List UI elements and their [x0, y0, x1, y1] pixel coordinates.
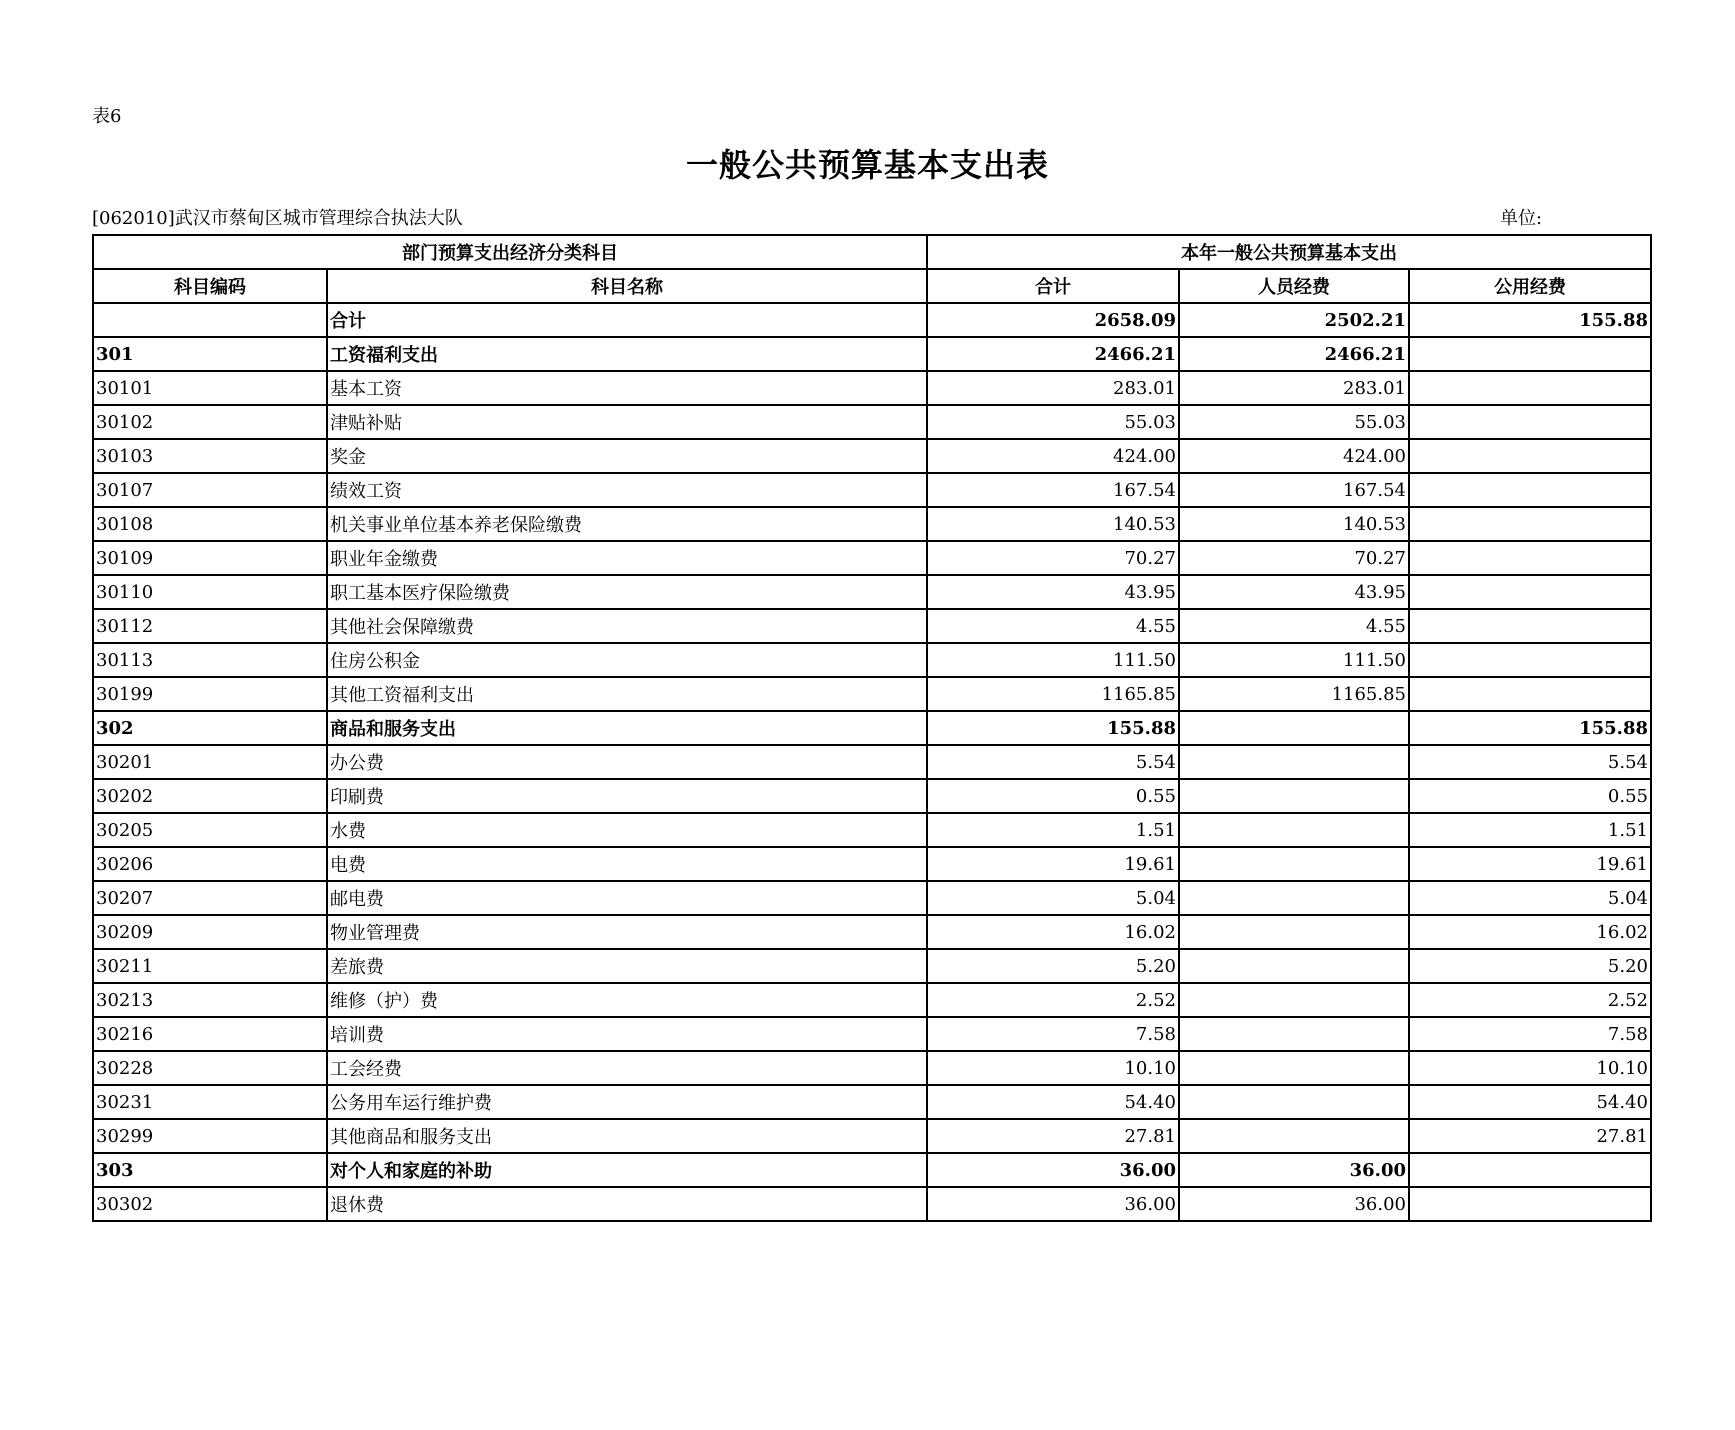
cell-name: 其他工资福利支出 — [327, 677, 927, 711]
cell-public — [1409, 473, 1651, 507]
column-header-public: 公用经费 — [1409, 269, 1651, 303]
table-row — [93, 439, 1651, 473]
table-row — [93, 915, 1651, 949]
cell-personnel: 55.03 — [1179, 405, 1409, 439]
table-row — [93, 881, 1651, 915]
cell-total: 140.53 — [927, 507, 1179, 541]
cell-code: 30108 — [93, 507, 327, 541]
table-row — [93, 609, 1651, 643]
cell-personnel: 2466.21 — [1179, 337, 1409, 371]
cell-name: 工资福利支出 — [327, 337, 927, 371]
table-row — [93, 745, 1651, 779]
cell-public: 19.61 — [1409, 847, 1651, 881]
cell-total: 7.58 — [927, 1017, 1179, 1051]
cell-total: 5.20 — [927, 949, 1179, 983]
cell-total: 2.52 — [927, 983, 1179, 1017]
cell-total: 2466.21 — [927, 337, 1179, 371]
cell-public — [1409, 371, 1651, 405]
cell-code — [93, 303, 327, 337]
cell-total: 5.04 — [927, 881, 1179, 915]
table-row — [93, 337, 1651, 371]
cell-total: 5.54 — [927, 745, 1179, 779]
cell-personnel — [1179, 1119, 1409, 1153]
table-row — [93, 473, 1651, 507]
cell-code: 30216 — [93, 1017, 327, 1051]
cell-personnel — [1179, 983, 1409, 1017]
cell-public: 155.88 — [1409, 303, 1651, 337]
cell-personnel: 70.27 — [1179, 541, 1409, 575]
cell-personnel: 1165.85 — [1179, 677, 1409, 711]
table-row — [93, 949, 1651, 983]
cell-name: 维修（护）费 — [327, 983, 927, 1017]
cell-total: 70.27 — [927, 541, 1179, 575]
cell-personnel: 4.55 — [1179, 609, 1409, 643]
cell-total: 16.02 — [927, 915, 1179, 949]
cell-personnel — [1179, 881, 1409, 915]
cell-public — [1409, 541, 1651, 575]
cell-code: 30299 — [93, 1119, 327, 1153]
cell-code: 30110 — [93, 575, 327, 609]
table-row — [93, 575, 1651, 609]
table-row — [93, 1051, 1651, 1085]
cell-public: 27.81 — [1409, 1119, 1651, 1153]
cell-public: 10.10 — [1409, 1051, 1651, 1085]
cell-total: 54.40 — [927, 1085, 1179, 1119]
cell-code: 30101 — [93, 371, 327, 405]
cell-code: 30109 — [93, 541, 327, 575]
cell-personnel — [1179, 915, 1409, 949]
cell-public: 1.51 — [1409, 813, 1651, 847]
cell-public — [1409, 405, 1651, 439]
cell-code: 30209 — [93, 915, 327, 949]
cell-name: 印刷费 — [327, 779, 927, 813]
cell-name: 基本工资 — [327, 371, 927, 405]
cell-personnel — [1179, 745, 1409, 779]
cell-name: 办公费 — [327, 745, 927, 779]
cell-total: 111.50 — [927, 643, 1179, 677]
cell-public: 0.55 — [1409, 779, 1651, 813]
cell-code: 30228 — [93, 1051, 327, 1085]
cell-total: 4.55 — [927, 609, 1179, 643]
cell-name: 物业管理费 — [327, 915, 927, 949]
cell-public: 2.52 — [1409, 983, 1651, 1017]
cell-name: 培训费 — [327, 1017, 927, 1051]
cell-personnel — [1179, 813, 1409, 847]
table-row — [93, 847, 1651, 881]
table-row — [93, 303, 1651, 337]
cell-personnel — [1179, 847, 1409, 881]
cell-total: 0.55 — [927, 779, 1179, 813]
cell-public: 7.58 — [1409, 1017, 1651, 1051]
cell-code: 30102 — [93, 405, 327, 439]
cell-total: 283.01 — [927, 371, 1179, 405]
cell-total: 19.61 — [927, 847, 1179, 881]
cell-code: 30205 — [93, 813, 327, 847]
unit-label: 单位: — [1500, 208, 1543, 229]
cell-code: 30302 — [93, 1187, 327, 1221]
cell-public — [1409, 1187, 1651, 1221]
table-row — [93, 677, 1651, 711]
table-row — [93, 405, 1651, 439]
table-row — [93, 983, 1651, 1017]
cell-personnel — [1179, 1051, 1409, 1085]
cell-name: 奖金 — [327, 439, 927, 473]
cell-public: 5.54 — [1409, 745, 1651, 779]
cell-code: 302 — [93, 711, 327, 745]
column-header-code: 科目编码 — [93, 269, 327, 303]
cell-personnel: 111.50 — [1179, 643, 1409, 677]
cell-total: 2658.09 — [927, 303, 1179, 337]
cell-public: 54.40 — [1409, 1085, 1651, 1119]
cell-name: 机关事业单位基本养老保险缴费 — [327, 507, 927, 541]
cell-code: 30213 — [93, 983, 327, 1017]
cell-name: 退休费 — [327, 1187, 927, 1221]
cell-total: 1.51 — [927, 813, 1179, 847]
cell-total: 55.03 — [927, 405, 1179, 439]
cell-personnel: 167.54 — [1179, 473, 1409, 507]
cell-public: 155.88 — [1409, 711, 1651, 745]
cell-personnel — [1179, 1085, 1409, 1119]
table-body — [93, 303, 1651, 1221]
cell-total: 167.54 — [927, 473, 1179, 507]
cell-name: 津贴补贴 — [327, 405, 927, 439]
cell-public — [1409, 439, 1651, 473]
cell-personnel: 283.01 — [1179, 371, 1409, 405]
cell-code: 30112 — [93, 609, 327, 643]
cell-personnel: 36.00 — [1179, 1153, 1409, 1187]
cell-public — [1409, 643, 1651, 677]
cell-personnel: 140.53 — [1179, 507, 1409, 541]
cell-total: 27.81 — [927, 1119, 1179, 1153]
cell-personnel: 36.00 — [1179, 1187, 1409, 1221]
table-row — [93, 779, 1651, 813]
table-row — [93, 813, 1651, 847]
cell-name: 邮电费 — [327, 881, 927, 915]
cell-total: 43.95 — [927, 575, 1179, 609]
table-number: 表6 — [92, 106, 122, 127]
cell-code: 30202 — [93, 779, 327, 813]
group-header-left: 部门预算支出经济分类科目 — [93, 235, 927, 269]
cell-total: 10.10 — [927, 1051, 1179, 1085]
cell-code: 301 — [93, 337, 327, 371]
table-row — [93, 711, 1651, 745]
table-row — [93, 1017, 1651, 1051]
cell-total: 36.00 — [927, 1153, 1179, 1187]
organization-label: [062010]武汉市蔡甸区城市管理综合执法大队 — [92, 208, 463, 229]
cell-code: 30211 — [93, 949, 327, 983]
cell-code: 30231 — [93, 1085, 327, 1119]
cell-public: 5.20 — [1409, 949, 1651, 983]
table-row — [93, 1119, 1651, 1153]
cell-personnel: 424.00 — [1179, 439, 1409, 473]
cell-public: 16.02 — [1409, 915, 1651, 949]
cell-total: 424.00 — [927, 439, 1179, 473]
cell-name: 水费 — [327, 813, 927, 847]
cell-code: 30103 — [93, 439, 327, 473]
table-row — [93, 541, 1651, 575]
cell-name: 电费 — [327, 847, 927, 881]
table-row — [93, 1085, 1651, 1119]
cell-name: 工会经费 — [327, 1051, 927, 1085]
cell-personnel — [1179, 949, 1409, 983]
cell-code: 30107 — [93, 473, 327, 507]
cell-public — [1409, 609, 1651, 643]
header-group-row — [93, 235, 1651, 269]
cell-code: 30206 — [93, 847, 327, 881]
cell-personnel — [1179, 711, 1409, 745]
column-header-total: 合计 — [927, 269, 1179, 303]
cell-name: 对个人和家庭的补助 — [327, 1153, 927, 1187]
table-row — [93, 1187, 1651, 1221]
cell-public — [1409, 1153, 1651, 1187]
page-title: 一般公共预算基本支出表 — [685, 146, 1049, 184]
cell-public — [1409, 337, 1651, 371]
table-row — [93, 1153, 1651, 1187]
cell-name: 差旅费 — [327, 949, 927, 983]
cell-public — [1409, 677, 1651, 711]
cell-name: 其他社会保障缴费 — [327, 609, 927, 643]
cell-code: 30199 — [93, 677, 327, 711]
cell-name: 公务用车运行维护费 — [327, 1085, 927, 1119]
column-header-name: 科目名称 — [327, 269, 927, 303]
cell-code: 30207 — [93, 881, 327, 915]
cell-total: 1165.85 — [927, 677, 1179, 711]
cell-code: 303 — [93, 1153, 327, 1187]
cell-name: 合计 — [327, 303, 927, 337]
cell-name: 商品和服务支出 — [327, 711, 927, 745]
cell-personnel — [1179, 1017, 1409, 1051]
cell-name: 职工基本医疗保险缴费 — [327, 575, 927, 609]
cell-personnel: 43.95 — [1179, 575, 1409, 609]
cell-name: 住房公积金 — [327, 643, 927, 677]
header-row — [93, 269, 1651, 303]
cell-total: 155.88 — [927, 711, 1179, 745]
cell-name: 绩效工资 — [327, 473, 927, 507]
cell-total: 36.00 — [927, 1187, 1179, 1221]
table-row — [93, 507, 1651, 541]
cell-code: 30113 — [93, 643, 327, 677]
cell-name: 职业年金缴费 — [327, 541, 927, 575]
cell-name: 其他商品和服务支出 — [327, 1119, 927, 1153]
cell-personnel: 2502.21 — [1179, 303, 1409, 337]
table-row — [93, 371, 1651, 405]
cell-code: 30201 — [93, 745, 327, 779]
cell-personnel — [1179, 779, 1409, 813]
column-header-personnel: 人员经费 — [1179, 269, 1409, 303]
cell-public: 5.04 — [1409, 881, 1651, 915]
budget-table — [92, 234, 1652, 1222]
cell-public — [1409, 507, 1651, 541]
group-header-right: 本年一般公共预算基本支出 — [927, 235, 1651, 269]
cell-public — [1409, 575, 1651, 609]
table-row — [93, 643, 1651, 677]
